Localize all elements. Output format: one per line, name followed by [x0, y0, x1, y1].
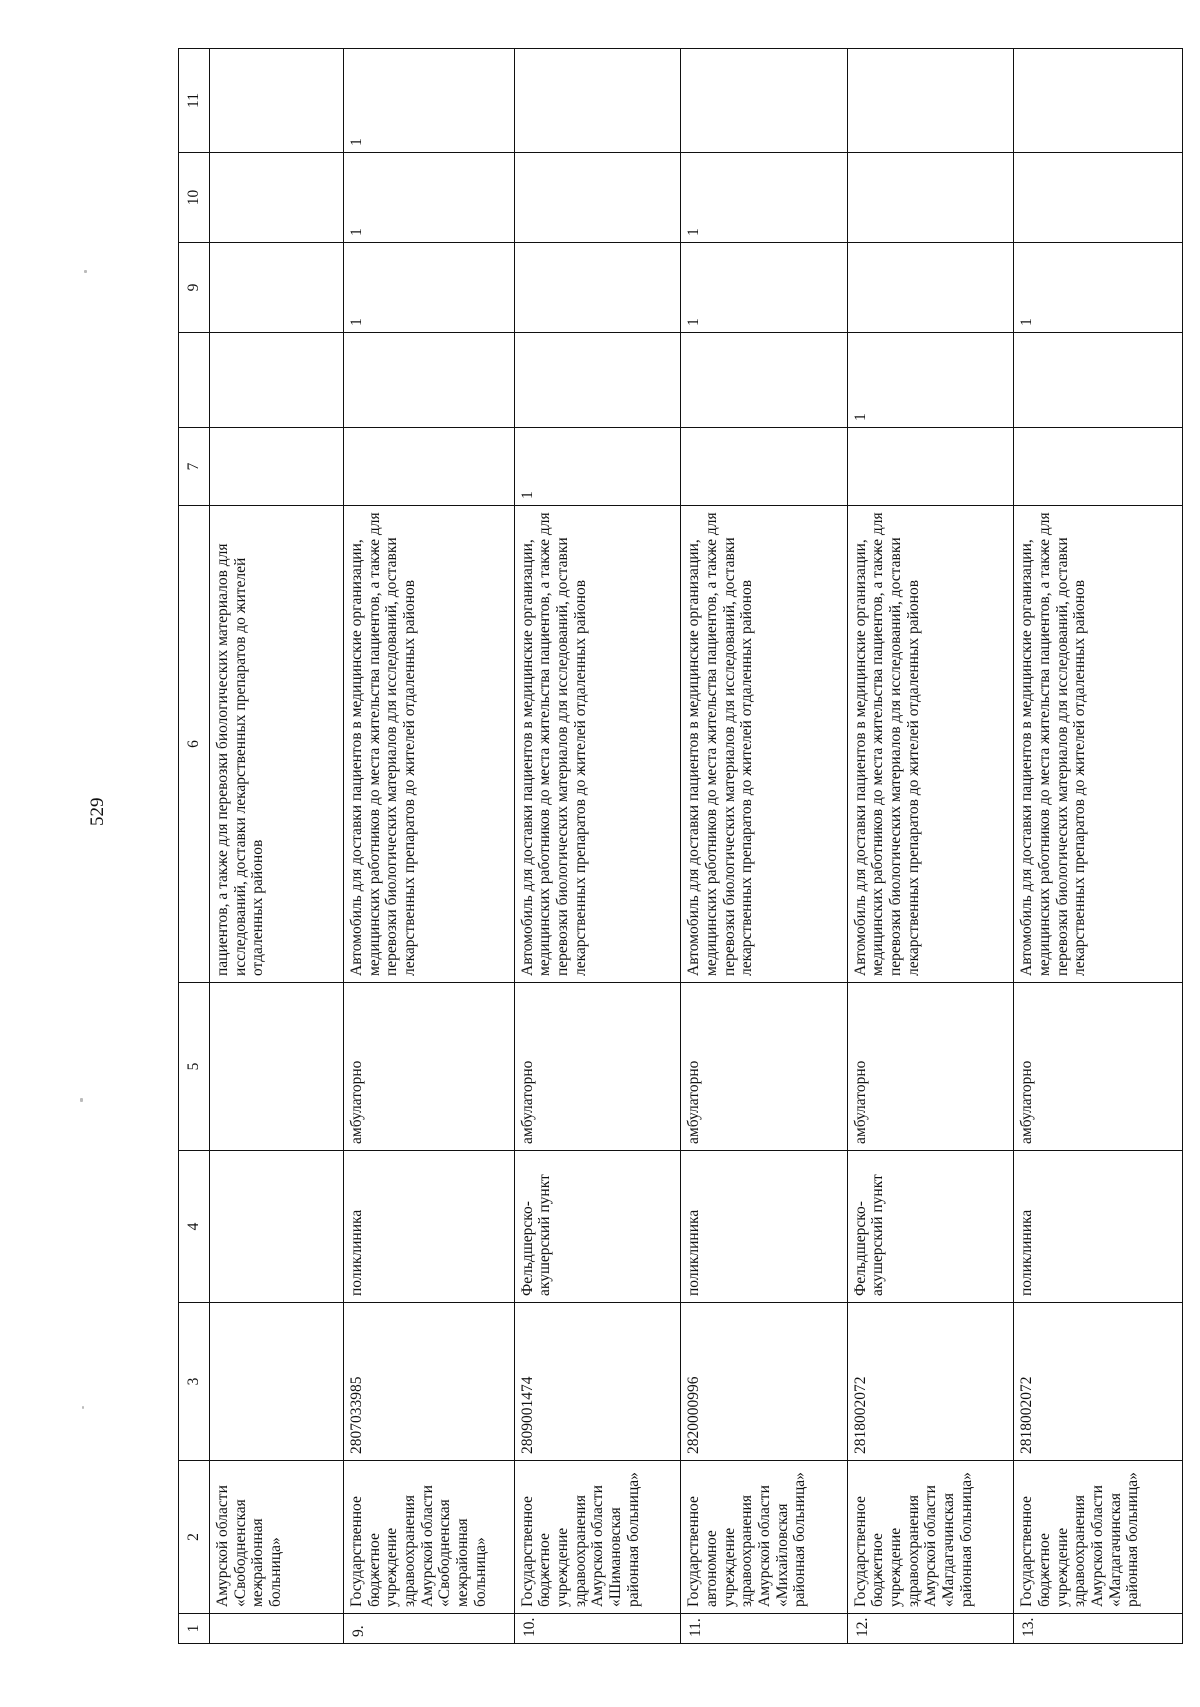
count-col-7	[847, 428, 1014, 506]
count-col-11	[681, 49, 848, 153]
org-name: Государственное автономное учреждение здравоохранения Амурской области «Михайловская районная больница»	[681, 1461, 848, 1614]
row-number: 13.	[1014, 1614, 1183, 1644]
table-row	[210, 49, 344, 1644]
table-row	[1014, 49, 1183, 1644]
care-mode: амбулаторно	[681, 983, 848, 1151]
count-col-8	[1014, 333, 1183, 428]
scan-speck	[80, 1098, 83, 1102]
vehicle-description: Автомобиль для доставки пациентов в медицинские организации, медицинских работников до места жительства пациентов, а также для перевозки биологических материалов для исследований, доставки лекарственных препаратов до жителей отдаленных районов	[1014, 506, 1183, 983]
org-name: Амурской области «Свободненская межрайонная больница»	[210, 1461, 344, 1614]
scan-speck	[84, 270, 87, 273]
org-name: Государственное бюджетное учреждение здравоохранения Амурской области «Магдагачинская районная больница»	[847, 1461, 1014, 1614]
count-col-11	[210, 49, 344, 153]
count-col-9: 1	[681, 243, 848, 333]
org-name: Государственное бюджетное учреждение здравоохранения Амурской области «Шимановская районная больница»	[514, 1461, 681, 1614]
row-number	[210, 1614, 344, 1644]
count-col-10	[1014, 153, 1183, 243]
page-number: 529	[87, 797, 108, 826]
org-name: Государственное бюджетное учреждение здравоохранения Амурской области «Магдагачинская районная больница»	[1014, 1461, 1183, 1614]
col-header: 9	[179, 243, 210, 333]
facility-type	[210, 1151, 344, 1303]
count-col-9: 1	[344, 243, 515, 333]
scan-speck	[82, 1406, 84, 1409]
count-col-7: 1	[514, 428, 681, 506]
col-header: 5	[179, 983, 210, 1151]
org-inn: 2807033985	[344, 1303, 515, 1461]
care-mode: амбулаторно	[514, 983, 681, 1151]
facility-type: поликлиника	[681, 1151, 848, 1303]
col-header: 7	[179, 428, 210, 506]
rotated-table-container	[178, 49, 1183, 1644]
col-header: 3	[179, 1303, 210, 1461]
count-col-8	[344, 333, 515, 428]
col-header: 4	[179, 1151, 210, 1303]
row-number: 12.	[847, 1614, 1014, 1644]
care-mode: амбулаторно	[1014, 983, 1183, 1151]
facility-type: Фельдшерско-акушерский пункт	[514, 1151, 681, 1303]
count-col-8	[514, 333, 681, 428]
count-col-11	[1014, 49, 1183, 153]
count-col-8: 1	[847, 333, 1014, 428]
row-number: 10.	[514, 1614, 681, 1644]
count-col-11	[514, 49, 681, 153]
vehicle-description: пациентов, а также для перевозки биологических материалов для исследований, доставки лекарственных препаратов до жителей отдаленных районов	[210, 506, 344, 983]
col-header: 11	[179, 49, 210, 153]
org-name: Государственное бюджетное учреждение здравоохранения Амурской области «Свободненская межрайонная больница»	[344, 1461, 515, 1614]
count-col-7	[344, 428, 515, 506]
org-inn: 2818002072	[847, 1303, 1014, 1461]
vehicle-description: Автомобиль для доставки пациентов в медицинские организации, медицинских работников до места жительства пациентов, а также для перевозки биологических материалов для исследований, доставки лекарственных препаратов до жителей отдаленных районов	[847, 506, 1014, 983]
header-row	[179, 49, 210, 1644]
count-col-10: 1	[681, 153, 848, 243]
col-header: 2	[179, 1461, 210, 1614]
count-col-9: 1	[1014, 243, 1183, 333]
row-number: 11.	[681, 1614, 848, 1644]
care-mode	[210, 983, 344, 1151]
count-col-10	[210, 153, 344, 243]
facility-type: поликлиника	[344, 1151, 515, 1303]
care-mode: амбулаторно	[847, 983, 1014, 1151]
count-col-10	[514, 153, 681, 243]
facility-type: Фельдшерско-акушерский пункт	[847, 1151, 1014, 1303]
count-col-8	[210, 333, 344, 428]
row-number: 9.	[344, 1614, 515, 1644]
vehicle-description: Автомобиль для доставки пациентов в медицинские организации, медицинских работников до места жительства пациентов, а также для перевозки биологических материалов для исследований, доставки лекарственных препаратов до жителей отдаленных районов	[681, 506, 848, 983]
table-row	[681, 49, 848, 1644]
table-row	[344, 49, 515, 1644]
org-inn: 2820000996	[681, 1303, 848, 1461]
count-col-8	[681, 333, 848, 428]
table-row	[847, 49, 1014, 1644]
care-mode: амбулаторно	[344, 983, 515, 1151]
col-header: 10	[179, 153, 210, 243]
org-inn: 2809001474	[514, 1303, 681, 1461]
count-col-11: 1	[344, 49, 515, 153]
count-col-11	[847, 49, 1014, 153]
facility-type: поликлиника	[1014, 1151, 1183, 1303]
count-col-10	[847, 153, 1014, 243]
org-inn	[210, 1303, 344, 1461]
count-col-9	[210, 243, 344, 333]
count-col-9	[847, 243, 1014, 333]
count-col-10: 1	[344, 153, 515, 243]
count-col-7	[210, 428, 344, 506]
count-col-9	[514, 243, 681, 333]
data-table	[178, 48, 1183, 1644]
count-col-7	[681, 428, 848, 506]
col-header: 6	[179, 506, 210, 983]
vehicle-description: Автомобиль для доставки пациентов в медицинские организации, медицинских работников до места жительства пациентов, а также для перевозки биологических материалов для исследований, доставки лекарственных препаратов до жителей отдаленных районов	[514, 506, 681, 983]
col-header: 1	[179, 1614, 210, 1644]
count-col-7	[1014, 428, 1183, 506]
vehicle-description: Автомобиль для доставки пациентов в медицинские организации, медицинских работников до места жительства пациентов, а также для перевозки биологических материалов для исследований, доставки лекарственных препаратов до жителей отдаленных районов	[344, 506, 515, 983]
org-inn: 2818002072	[1014, 1303, 1183, 1461]
table-row	[514, 49, 681, 1644]
col-header	[179, 333, 210, 428]
